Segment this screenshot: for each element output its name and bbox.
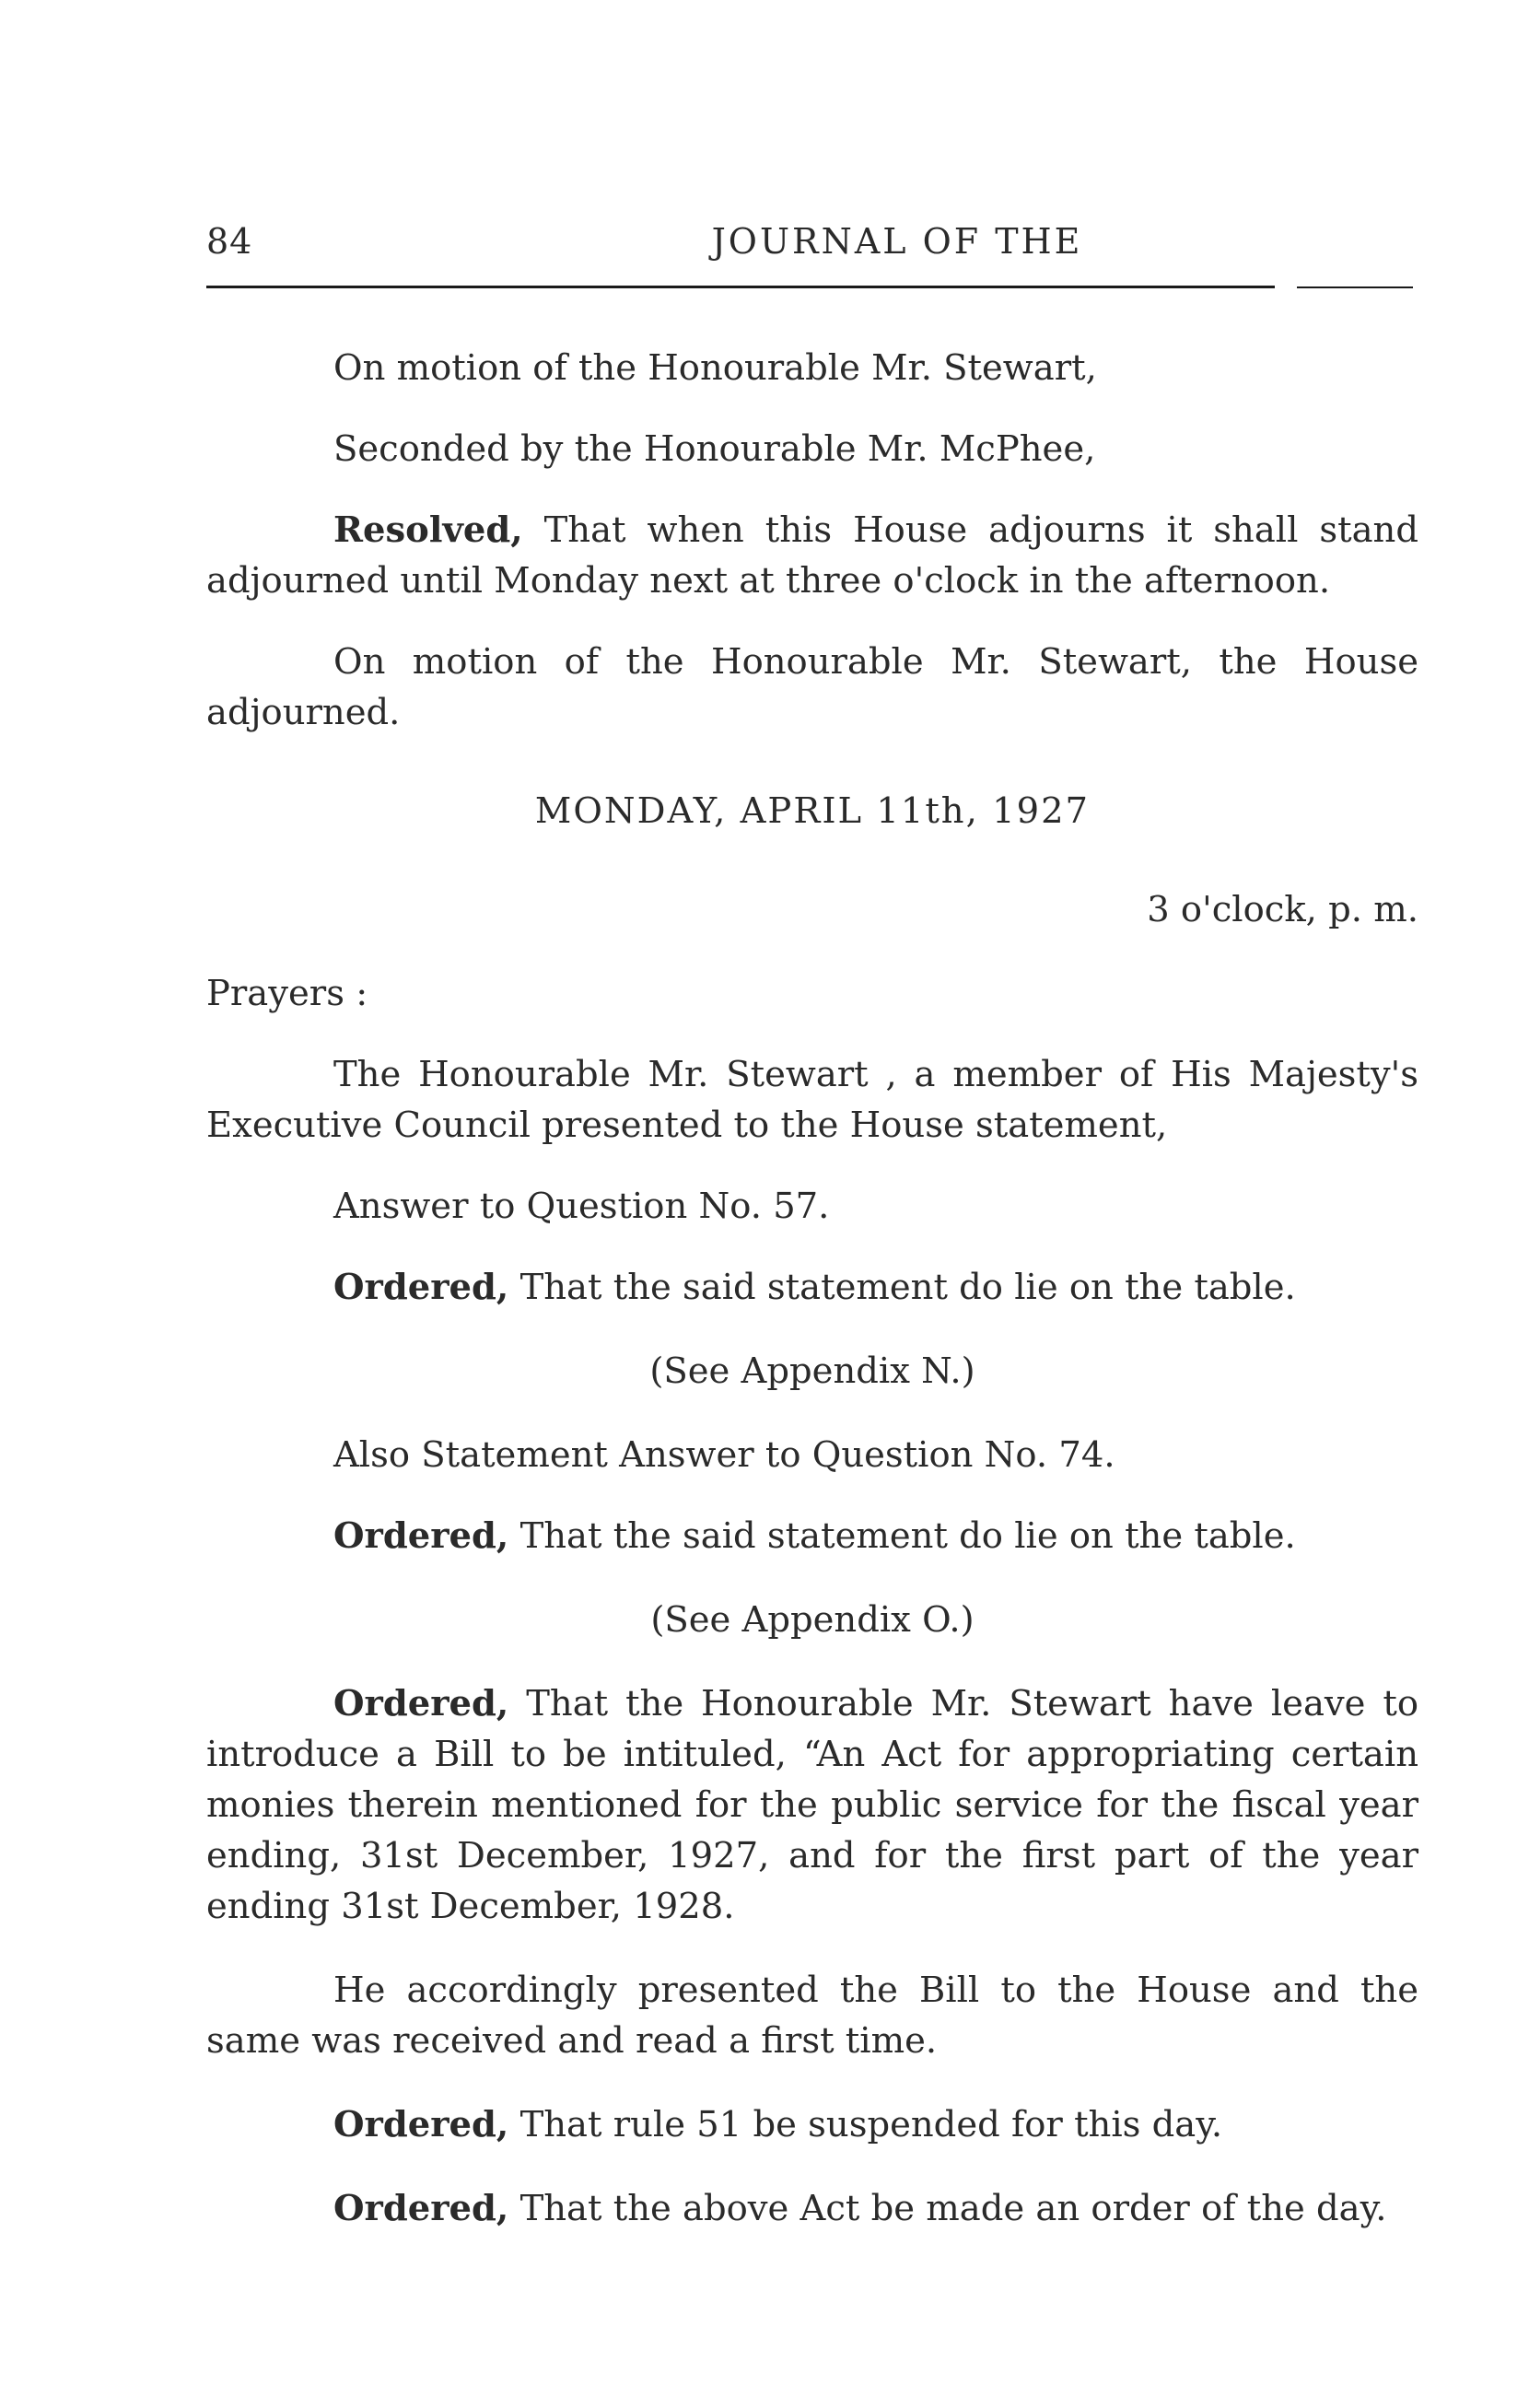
page-number: 84 [206,221,253,262]
paragraph-text: 3 o'clock, p. m. [1147,889,1418,930]
paragraph-lead: Ordered, [333,2188,509,2229]
ordered-paragraph [206,2099,1418,2150]
time-line [206,884,1418,935]
paragraph-text: On motion of the Honourable Mr. Stewart, [333,347,1097,389]
paragraph-text: Answer to Question No. 57. [333,1186,830,1227]
ordered-bill-paragraph [206,1678,1418,1932]
paragraph-text: That rule 51 be suspended for this day. [508,2104,1223,2145]
statement-paragraph [206,1049,1418,1151]
paragraph-text: Prayers : [206,973,368,1014]
ordered-paragraph [206,1262,1418,1313]
appendix-reference [206,1346,1418,1397]
paragraph-text: He accordingly presented the Bill to the House and the same was received and read a first time. [206,1970,1418,2062]
header-rule-short [1297,286,1413,288]
seconded-paragraph [206,424,1418,474]
date-heading [206,786,1418,836]
paragraph-lead: Resolved, [333,509,523,551]
paragraph-text: That the Honourable Mr. Stewart have leave to introduce a Bill to be intituled, “An Act for appropriating certain monies therein mentioned for the public service for the fiscal year ending, 31st December, 1927, and for the first part of the year ending 31st December, 1928. [206,1683,1418,1927]
paragraph-lead: Ordered, [333,2104,509,2145]
motion-paragraph [206,343,1418,393]
bill-presented-paragraph [206,1965,1418,2066]
paragraph-text: (See Appendix N.) [649,1350,975,1392]
ordered-paragraph [206,1511,1418,1561]
header-rule [206,286,1275,288]
page-header [206,221,1413,276]
ordered-paragraph [206,2183,1418,2234]
resolved-paragraph [206,505,1418,606]
paragraph-text: On motion of the Honourable Mr. Stewart, the House adjourned. [206,641,1418,733]
paragraph-lead: Ordered, [333,1267,509,1308]
paragraph-lead: Ordered, [333,1515,509,1557]
paragraph-text: That when this House adjourns it shall stand adjourned until Monday next at three o'clock in the afternoon. [206,509,1418,602]
paragraph-lead: Ordered, [333,1683,509,1724]
paragraph-text: MONDAY, APRIL 11th, 1927 [534,790,1091,832]
paragraph-text: The Honourable Mr. Stewart , a member of His Majesty's Executive Council presented to the House statement, [206,1054,1418,1146]
paragraph-text: That the said statement do lie on the table. [508,1267,1296,1308]
answer-paragraph [206,1181,1418,1232]
running-head: JOURNAL OF THE [711,221,1083,262]
paragraph-text: (See Appendix O.) [650,1599,975,1641]
appendix-reference [206,1595,1418,1645]
answer-paragraph [206,1430,1418,1480]
paragraph-text: Seconded by the Honourable Mr. McPhee, [333,428,1096,470]
paragraph-text: Also Statement Answer to Question No. 74. [333,1434,1115,1476]
journal-body [206,343,1418,2234]
adjourned-paragraph [206,637,1418,738]
paragraph-text: That the above Act be made an order of the day. [508,2188,1387,2229]
paragraph-text: That the said statement do lie on the table. [508,1515,1296,1557]
prayers-line [206,968,1418,1019]
